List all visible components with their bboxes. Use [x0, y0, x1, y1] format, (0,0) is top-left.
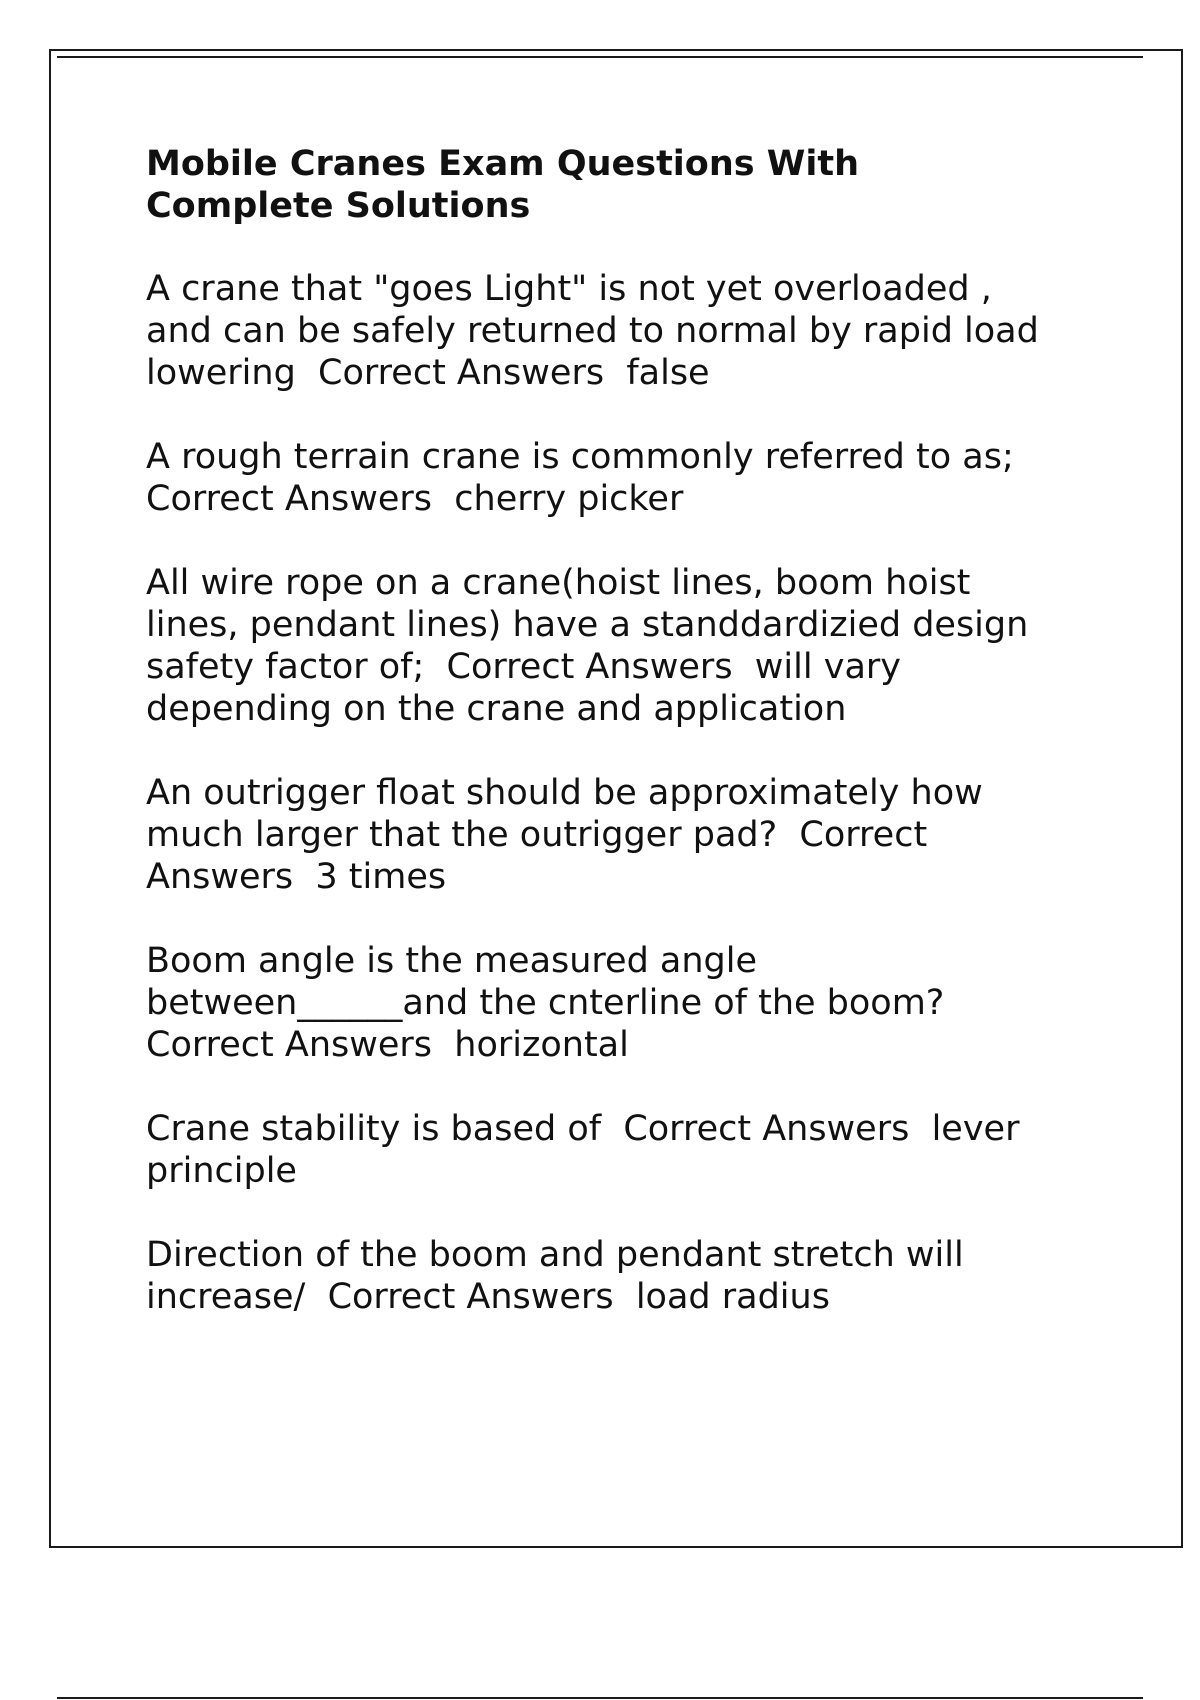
qa-item-5: Boom angle is the measured angle between______and the cnterline of the boom? Correct Answers horizontal	[146, 941, 945, 1065]
document-content	[146, 143, 1106, 1360]
top-rule	[57, 56, 1143, 58]
qa-item-6: Crane stability is based of Correct Answers lever principle	[146, 1109, 1020, 1191]
bottom-rule	[57, 1697, 1143, 1699]
document-title: Mobile Cranes Exam Questions With Complete Solutions	[146, 144, 860, 226]
qa-item-4: An outrigger float should be approximately how much larger that the outrigger pad? Correct Answers 3 times	[146, 773, 983, 897]
qa-item-3: All wire rope on a crane(hoist lines, boom hoist lines, pendant lines) have a standdardizied design safety factor of; Correct Answers will vary depending on the crane and application	[146, 563, 1029, 729]
qa-item-7: Direction of the boom and pendant stretch will increase/ Correct Answers load radius	[146, 1235, 964, 1317]
qa-item-2: A rough terrain crane is commonly referred to as; Correct Answers cherry picker	[146, 437, 1014, 519]
qa-item-1: A crane that "goes Light" is not yet overloaded , and can be safely returned to normal by rapid load lowering Correct Answers false	[146, 269, 1039, 393]
